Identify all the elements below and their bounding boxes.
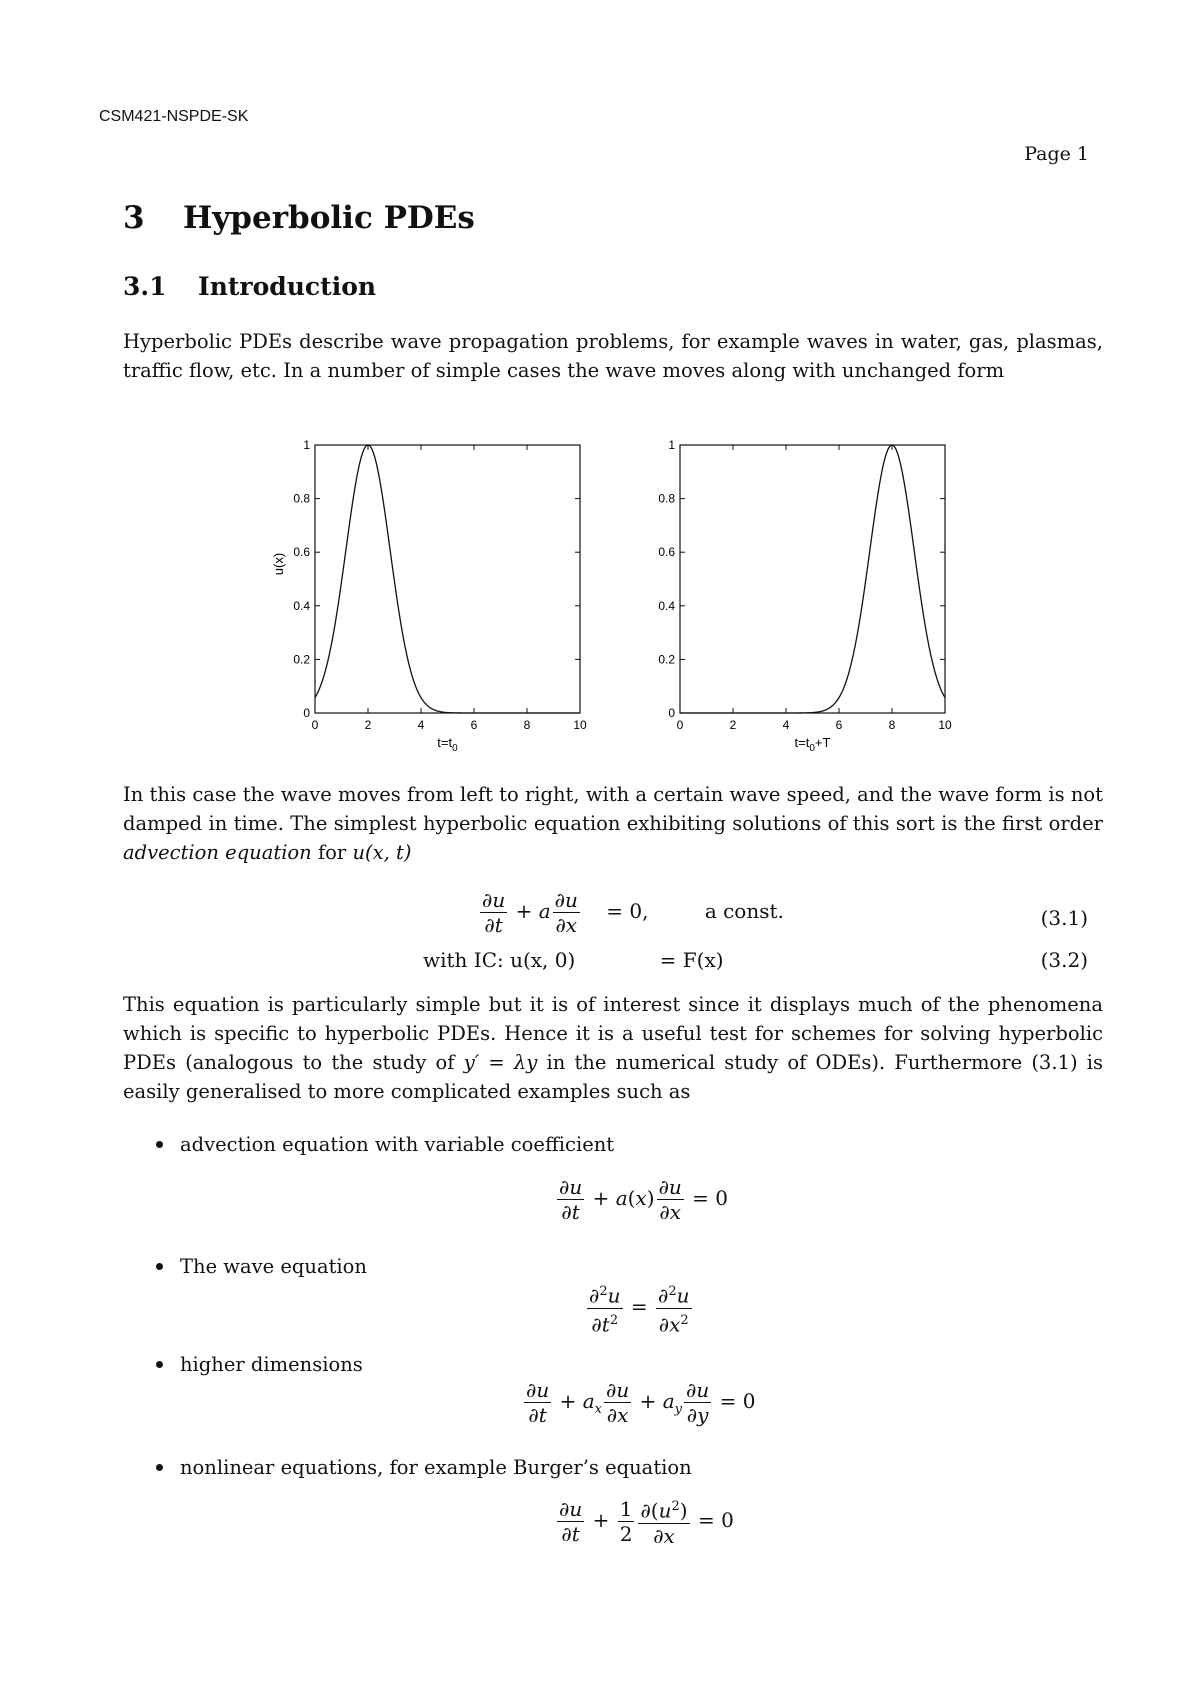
subsection-number: 3.1	[123, 272, 167, 301]
series-line	[680, 445, 945, 713]
y-tick-label: 1	[668, 438, 675, 452]
y-tick-label: 0.8	[293, 491, 310, 506]
y-axis-label: u(x)	[271, 552, 286, 576]
x-tick-label: 10	[573, 718, 587, 732]
series-line	[315, 445, 580, 713]
eq-wave: $\frac{\partial^2u}{\partial t^2}$ = $\frac{\partial^2u}{\partial x^2}$	[585, 1280, 694, 1336]
equation-3-2	[423, 948, 724, 972]
y-tick-label: 0.4	[658, 598, 675, 613]
y-tick-label: 0.8	[658, 491, 675, 506]
plot-left	[271, 438, 587, 754]
x-axis-label: $t=t_0+T$	[794, 735, 831, 754]
p3-text-b: in the numerical study of ODEs). Furthermore (3.1) is easily generalised to more complicated examples such as	[123, 1051, 1103, 1103]
x-tick-label: 4	[417, 718, 425, 732]
x-tick-label: 10	[938, 718, 952, 732]
bullet-label: The wave equation	[180, 1255, 367, 1278]
p2-text-b: for	[311, 841, 353, 864]
y-tick-label: 0.6	[658, 545, 675, 560]
bullet-dot	[156, 1263, 163, 1270]
eq1-number: (3.1)	[1040, 906, 1088, 930]
x-tick-label: 8	[888, 718, 896, 732]
p2-math: u(x, t)	[352, 841, 412, 864]
eq-variable-coefficient: $\frac{\partial u}{\partial t}$ + a(x) $\frac{\partial u}{\partial x}$ = 0	[559, 1175, 728, 1224]
x-tick-label: 8	[523, 718, 531, 732]
generalisation-paragraph	[123, 990, 1103, 1106]
eq-higher-dimensions: $\frac{\partial u}{\partial t}$ + $a_x$ $\frac{\partial u}{\partial x}$ + $a_y$ $\frac{\partial u}{\partial y}$ = 0	[526, 1378, 756, 1427]
bullet-nonlinear	[160, 1456, 692, 1479]
x-tick-label: 0	[311, 718, 319, 732]
p3-math: y′ = λy	[463, 1051, 538, 1074]
plot-right	[658, 438, 952, 754]
bullet-dot	[156, 1141, 163, 1148]
intro-paragraph: Hyperbolic PDEs describe wave propagation problems, for example waves in water, gas, plasmas, traffic flow, etc. In a number of simple cases the wave moves along with unchanged form	[123, 330, 1103, 382]
x-tick-label: 6	[835, 718, 843, 732]
bullet-label: advection equation with variable coefficient	[180, 1133, 615, 1156]
y-tick-label: 0	[303, 706, 310, 720]
section-title	[123, 200, 475, 236]
y-tick-label: 0.2	[658, 652, 675, 667]
x-tick-label: 6	[470, 718, 478, 732]
page-number: Page 1	[1024, 143, 1089, 165]
x-tick-label: 2	[729, 718, 737, 732]
course-code: CSM421-NSPDE-SK	[99, 108, 249, 125]
eq1-const-text: a const.	[704, 899, 784, 923]
eq1-rhs: = 0,	[606, 899, 649, 923]
bullet-dot	[156, 1464, 163, 1471]
advection-paragraph	[123, 780, 1103, 867]
y-tick-label: 0.2	[293, 652, 310, 667]
section-number: 3	[123, 200, 145, 236]
p2-emphasis: advection equation	[123, 841, 312, 864]
p3-text-a: This equation is particularly simple but it is of interest since it displays much of the phenomena which is specific to hyperbolic PDEs. Hence it is a useful test for schemes for solving hyperbolic PDEs (analogous to the study of	[123, 993, 1103, 1074]
x-tick-label: 0	[676, 718, 684, 732]
eq2-rhs: = F(x)	[659, 948, 724, 972]
p2-text-a: In this case the wave moves from left to right, with a certain wave speed, and the wave form is not damped in time. The simplest hyperbolic equation exhibiting solutions of this sort is the first order	[123, 783, 1103, 835]
bullet-wave-equation	[160, 1255, 367, 1278]
subsection-title	[123, 272, 376, 301]
x-tick-label: 4	[782, 718, 790, 732]
eq2-number: (3.2)	[1040, 948, 1088, 972]
y-tick-label: 0.6	[293, 545, 310, 560]
equation-3-1: $\frac{\partial u}{\partial t}$ + a $\frac{\partial u}{\partial x}$ = 0, a const.	[482, 888, 784, 937]
x-axis-label: $t=t_0$	[437, 735, 458, 754]
y-tick-label: 1	[303, 438, 310, 452]
subsection-title-text: Introduction	[198, 272, 377, 301]
bullet-variable-coefficient	[160, 1133, 614, 1156]
section-title-text: Hyperbolic PDEs	[183, 200, 475, 236]
bullet-dot	[156, 1361, 163, 1368]
bullet-higher-dimensions	[160, 1353, 363, 1376]
eq2-lhs: with IC: u(x, 0)	[423, 948, 576, 972]
y-tick-label: 0	[668, 706, 675, 720]
bullet-label: higher dimensions	[180, 1353, 363, 1376]
bullet-label: nonlinear equations, for example Burger’s equation	[180, 1456, 692, 1479]
eq-burgers: $\frac{\partial u}{\partial t}$ + $\frac{1}{2}$ $\frac{\partial(u^2)}{\partial x}$ = 0	[559, 1496, 734, 1548]
x-tick-label: 2	[364, 718, 372, 732]
y-tick-label: 0.4	[293, 598, 310, 613]
wave-figure	[255, 430, 975, 760]
